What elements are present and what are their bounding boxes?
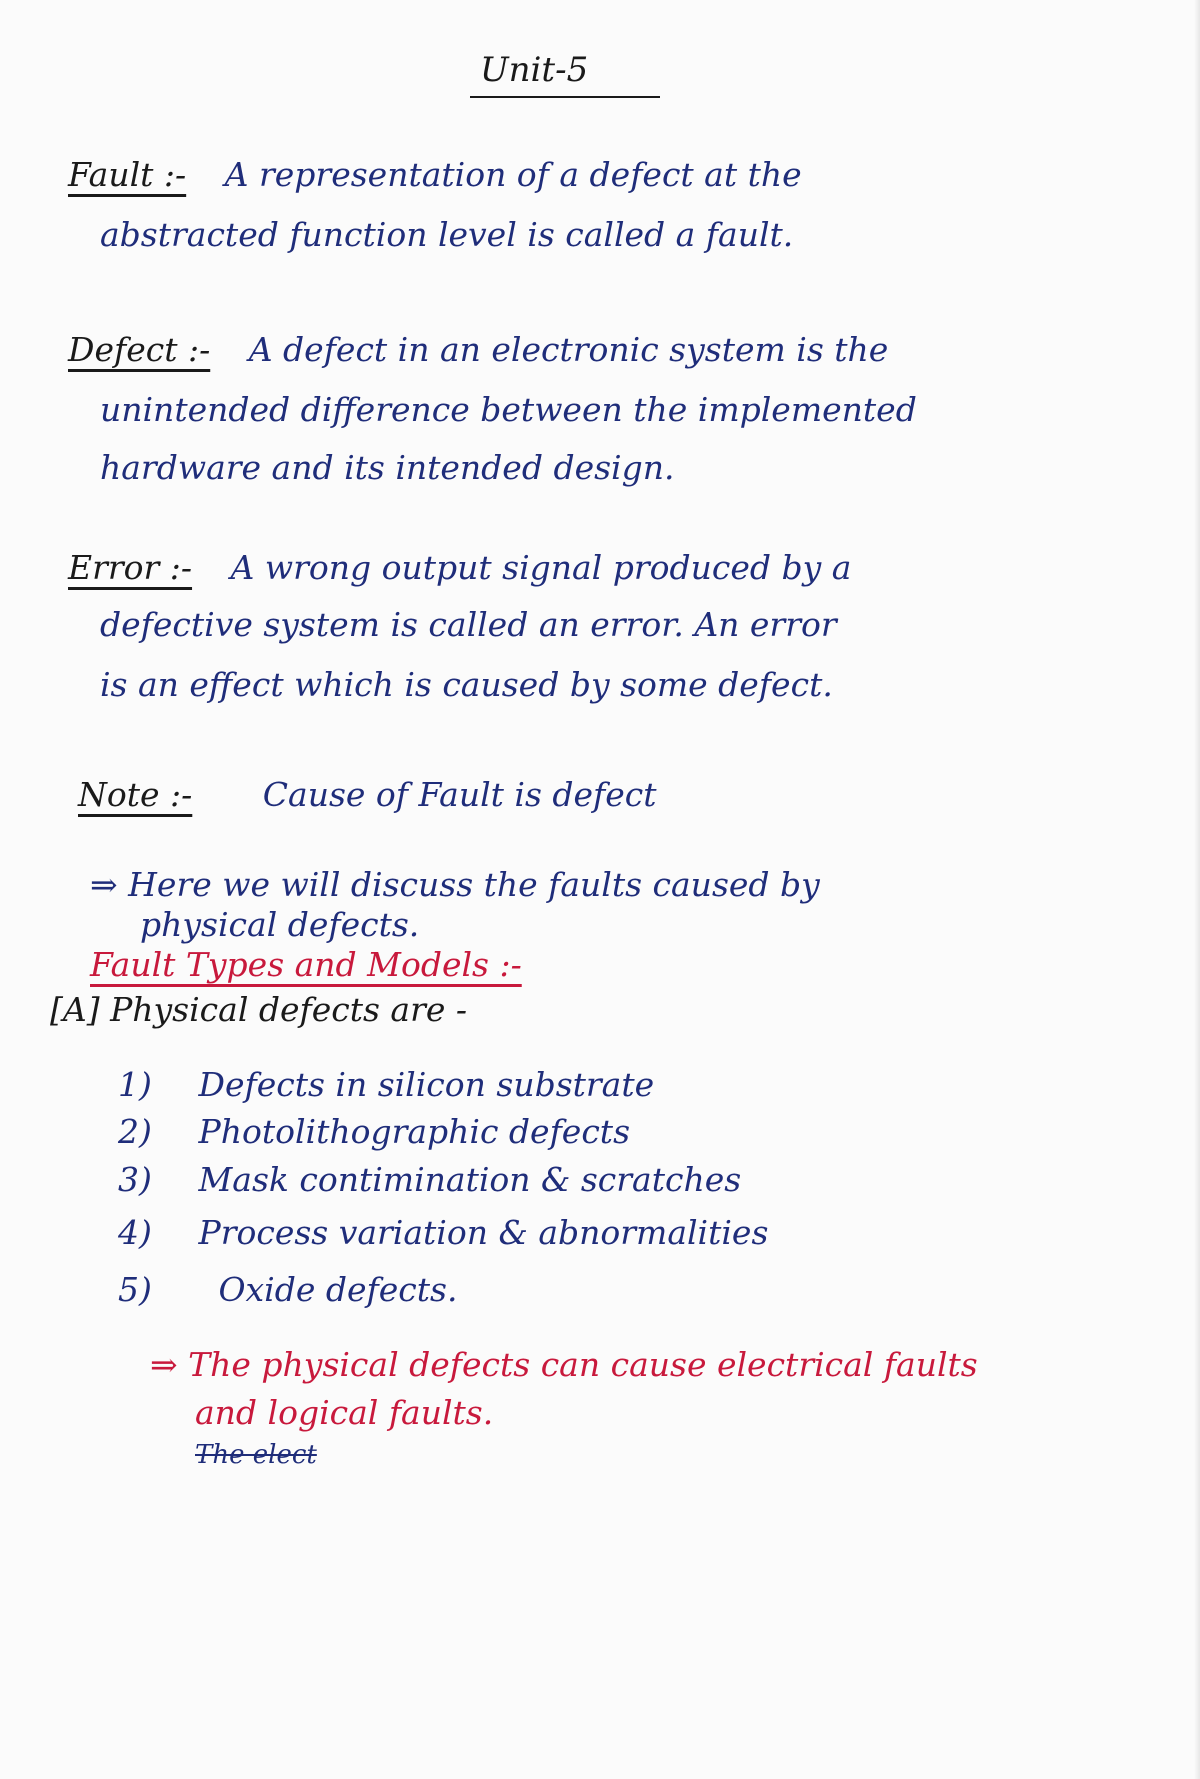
defect-definition-line-1: [68, 330, 888, 369]
error-text-3: is an effect which is caused by some defect.: [100, 665, 833, 704]
section-heading: Fault Types and Models :-: [90, 945, 522, 984]
note-term: Note :-: [78, 775, 193, 814]
defect-term: Defect :-: [68, 330, 211, 369]
defect-text-1: A defect in an electronic system is the: [248, 330, 889, 369]
list-item-text: Oxide defects.: [218, 1270, 458, 1309]
list-item-text: Photolithographic defects: [198, 1112, 630, 1151]
list-item: [118, 1160, 741, 1199]
fault-term: Fault :-: [68, 155, 187, 194]
list-item: [118, 1065, 654, 1104]
list-item-text: Mask contimination & scratches: [198, 1160, 742, 1199]
list-item-number: 1): [118, 1065, 152, 1104]
struck-text: The elect: [195, 1440, 317, 1470]
list-item: [118, 1112, 630, 1151]
fault-definition-line-1: [68, 155, 802, 194]
list-item-text: Process variation & abnormalities: [198, 1213, 769, 1252]
title-underline: [470, 96, 660, 98]
conclusion-line-2: and logical faults.: [195, 1393, 494, 1432]
error-definition-line-1: [68, 548, 851, 587]
list-item-number: 5): [118, 1270, 152, 1309]
intro-line-1: ⇒ Here we will discuss the faults caused by: [90, 865, 820, 904]
fault-text-1: A representation of a defect at the: [224, 155, 802, 194]
error-text-1: A wrong output signal produced by a: [230, 548, 852, 587]
list-item: [118, 1213, 768, 1252]
page-edge-shadow: [1194, 0, 1200, 1779]
list-item-text: Defects in silicon substrate: [198, 1065, 655, 1104]
list-item: [118, 1270, 457, 1309]
note-text: Cause of Fault is defect: [262, 775, 657, 814]
defect-text-2: unintended difference between the implemented: [100, 390, 917, 429]
error-text-2: defective system is called an error. An error: [100, 605, 837, 644]
conclusion-line-1: ⇒ The physical defects can cause electrical faults: [150, 1345, 978, 1384]
list-item-number: 3): [118, 1160, 152, 1199]
list-item-number: 2): [118, 1112, 152, 1151]
subsection-heading: [A] Physical defects are -: [50, 990, 468, 1029]
fault-text-2: abstracted function level is called a fault.: [100, 215, 794, 254]
list-item-number: 4): [118, 1213, 152, 1252]
defect-text-3: hardware and its intended design.: [100, 448, 675, 487]
note-line: [78, 775, 657, 814]
error-term: Error :-: [68, 548, 193, 587]
intro-line-2: physical defects.: [140, 905, 420, 944]
page-title: Unit-5: [480, 50, 589, 90]
